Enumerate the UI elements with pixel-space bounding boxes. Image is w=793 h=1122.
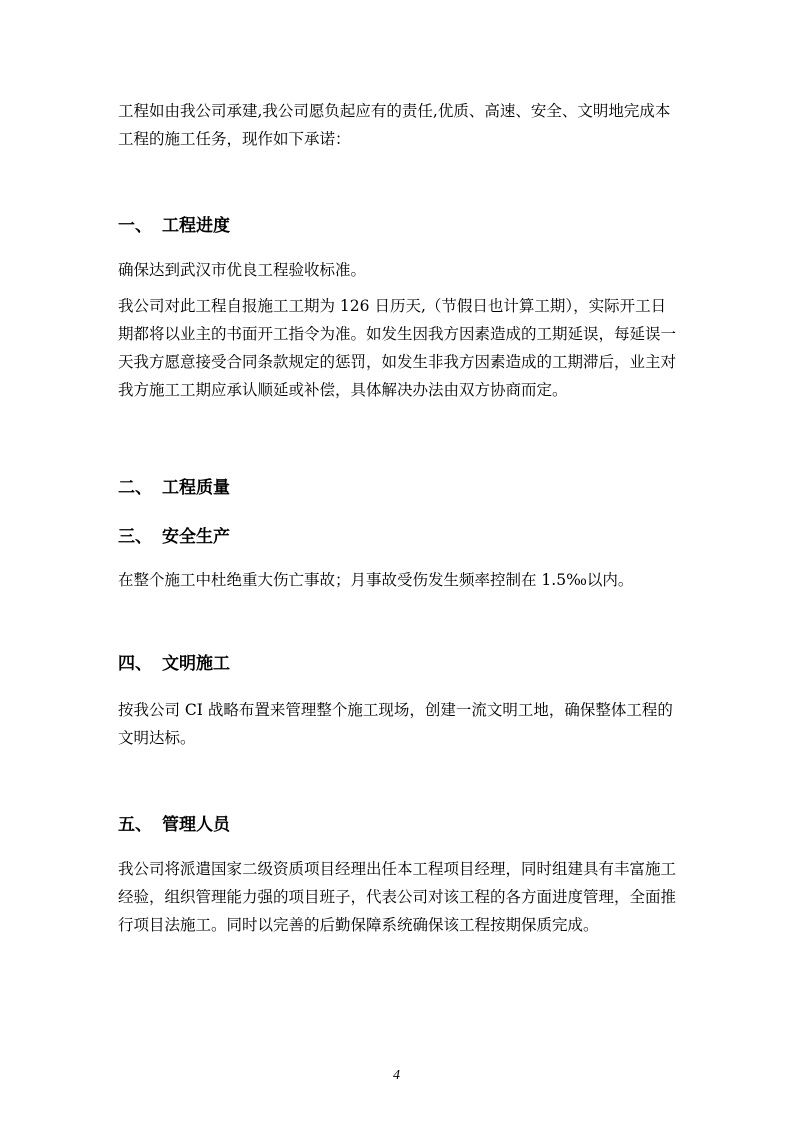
section-5-number: 五、 <box>118 815 152 835</box>
intro-paragraph: 工程如由我公司承建,我公司愿负起应有的责任,优质、高速、安全、文明地完成本工程的施工任务，现作如下承诺： <box>118 102 671 148</box>
section-1-paragraph-1-block <box>118 256 678 284</box>
section-1-paragraph-2: 我公司对此工程自报施工工期为 126 日历天,（节假日也计算工期），实际开工日期都将以业主的书面开工指令为准。如发生因我方因素造成的工期延误，每延误一天我方愿意接受合同条款规定的惩罚，如发生非我方因素造成的工期滞后，业主对我方施工工期应承认顺延或补偿，具体解决办法由双方协商而定。 <box>118 297 677 399</box>
section-3-title: 安全生产 <box>162 527 230 547</box>
page-number: 4 <box>393 1068 400 1083</box>
section-4-paragraph-1-block <box>118 696 678 752</box>
section-4-heading <box>118 652 678 676</box>
section-2-heading <box>118 476 678 500</box>
section-5-paragraph-1-block <box>118 855 678 939</box>
section-5-heading <box>118 813 678 837</box>
section-1-heading <box>118 214 678 238</box>
section-4-title: 文明施工 <box>162 654 230 674</box>
section-4-paragraph-1: 按我公司 CI 战略布置来管理整个施工现场，创建一流文明工地，确保整体工程的文明达标。 <box>118 701 673 747</box>
section-2-number: 二、 <box>118 478 152 498</box>
section-1-number: 一、 <box>118 216 152 236</box>
section-3-heading <box>118 525 678 549</box>
section-4-number: 四、 <box>118 654 152 674</box>
intro-paragraph-block <box>118 97 678 153</box>
section-5-paragraph-1: 我公司将派遣国家二级资质项目经理出任本工程项目经理，同时组建具有丰富施工经验，组织管理能力强的项目班子，代表公司对该工程的各方面进度管理，全面推行项目法施工。同时以完善的后勤保障系统确保该工程按期保质完成。 <box>118 860 677 934</box>
section-1-paragraph-1: 确保达到武汉市优良工程验收标准。 <box>118 261 367 279</box>
section-5-title: 管理人员 <box>162 815 230 835</box>
section-1-paragraph-2-block <box>118 292 678 404</box>
section-3-number: 三、 <box>118 527 152 547</box>
section-1-title: 工程进度 <box>162 216 230 236</box>
section-3-paragraph-1: 在整个施工中杜绝重大伤亡事故；月事故受伤发生频率控制在 1.5‰以内。 <box>118 571 634 589</box>
section-2-title: 工程质量 <box>162 478 230 498</box>
section-3-paragraph-1-block <box>118 566 678 594</box>
